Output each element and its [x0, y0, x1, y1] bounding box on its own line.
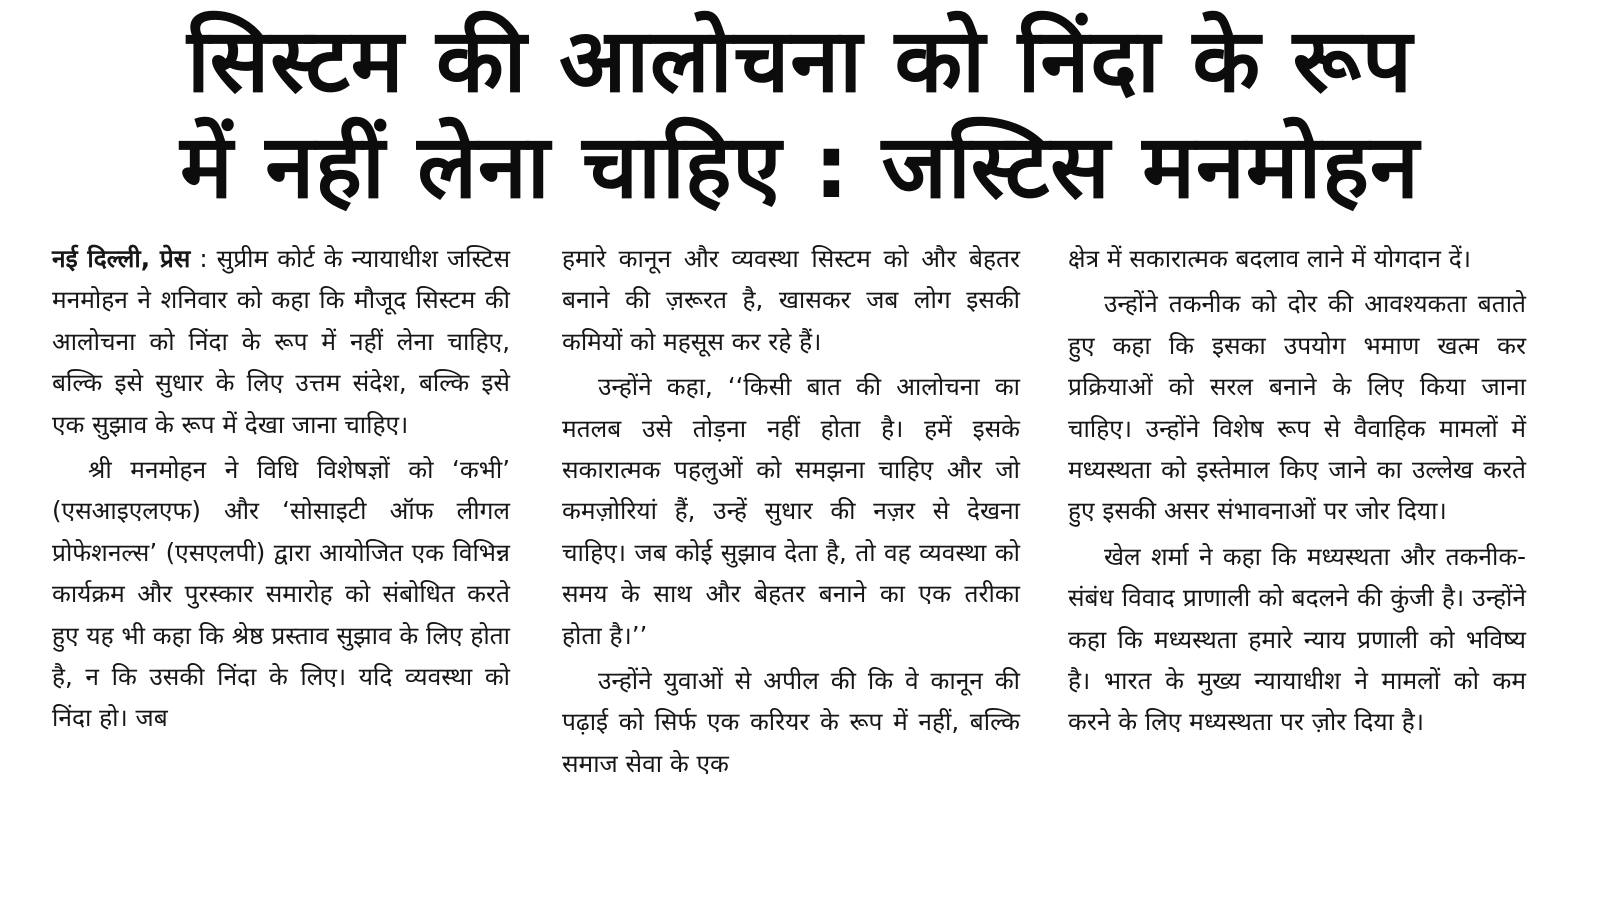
- paragraph: उन्होंने तकनीक को दोर की आवश्यकता बताते हुए कहा कि इसका उपयोग भमाण खत्म कर प्रक्रियाओं को सरल बनाने के लिए किया जाना चाहिए। उन्होंने विशेष रूप से वैवाहिक मामलों में मध्यस्थता को इस्तेमाल किए जाने का उल्लेख करते हुए इसकी असर संभावनाओं पर जोर दिया।: [1068, 289, 1526, 526]
- paragraph-text: : सुप्रीम कोर्ट के न्यायाधीश जस्टिस मनमोहन ने शनिवार को कहा कि मौजूद सिस्टम की आलोचना को निंदा के रूप में नहीं लेना चाहिए, बल्कि इसे सुधार के लिए उत्तम संदेश, बल्कि इसे एक सुझाव के रूप में देखा जाना चाहिए।: [52, 244, 511, 439]
- paragraph: हमारे कानून और व्यवस्था सिस्टम को और बेहतर बनाने की ज़रूरत है, खासकर जब लोग इसकी कमियों को महसूस कर रहे हैं।: [562, 244, 1020, 356]
- headline-line-2: में नहीं लेना चाहिए : जस्टिस मनमोहन: [180, 115, 1420, 218]
- dateline: नई दिल्ली, प्रेस: [52, 244, 191, 273]
- article-headline: [40, 8, 1560, 220]
- paragraph: उन्होंने युवाओं से अपील की कि वे कानून की पढ़ाई को सिर्फ एक करियर के रूप में नहीं, बल्कि समाज सेवा के एक: [562, 666, 1020, 778]
- article-body: [52, 238, 1538, 868]
- paragraph: [52, 238, 510, 445]
- article-column-1: [52, 238, 510, 743]
- article-column-2: [562, 238, 1020, 788]
- article-column-3: [1068, 238, 1526, 747]
- paragraph: श्री मनमोहन ने विधि विशेषज्ञों को ‘कभी’ (एसआइएलएफ) और ‘सोसाइटी ऑफ लीगल प्रोफेशनल्स’ (एसएलपी) द्वारा आयोजित एक विभिन्न कार्यक्रम और पुरस्कार समारोह को संबोधित करते हुए यह भी कहा कि श्रेष्ठ प्रस्ताव सुझाव के लिए होता है, न कि उसकी निंदा के लिए। यदि व्यवस्था को निंदा हो। जब: [52, 455, 510, 733]
- headline-line-1: सिस्टम की आलोचना को निंदा के रूप: [186, 9, 1414, 112]
- paragraph: क्षेत्र में सकारात्मक बदलाव लाने में योगदान दें।: [1068, 244, 1472, 273]
- paragraph: उन्होंने कहा, ‘‘किसी बात की आलोचना का मतलब उसे तोड़ना नहीं होता है। हमें इसके सकारात्मक पहलुओं को समझना चाहिए और जो कमज़ोरियां हैं, उन्हें सुधार की नज़र से देखना चाहिए। जब कोई सुझाव देता है, तो वह व्यवस्था को समय के साथ और बेहतर बनाने का एक तरीका होता है।’’: [562, 372, 1020, 650]
- paragraph: खेल शर्मा ने कहा कि मध्यस्थता और तकनीक-संबंध विवाद प्राणाली को बदलने की कुंजी है। उन्होंने कहा कि मध्यस्थता हमारे न्याय प्रणाली को भविष्य है। भारत के मुख्य न्यायाधीश ने मामलों को कम करने के लिए मध्यस्थता पर ज़ोर दिया है।: [1068, 541, 1526, 737]
